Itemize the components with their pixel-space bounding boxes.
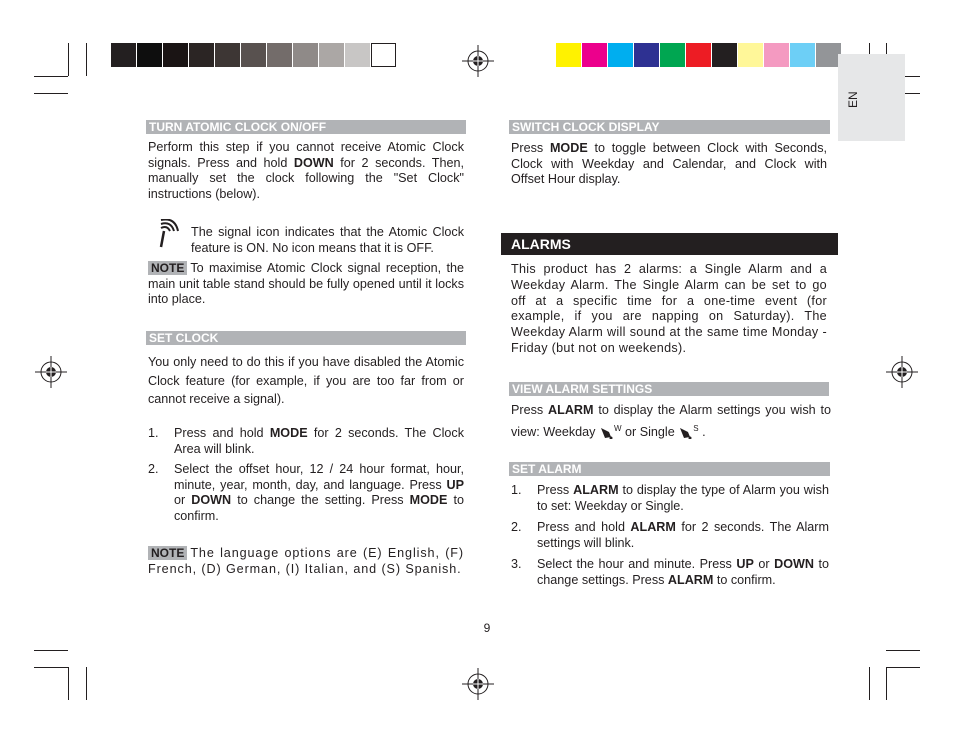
section-title-atomic-clock: TURN ATOMIC CLOCK ON/OFF xyxy=(146,120,466,134)
set-alarm-steps xyxy=(511,483,829,593)
color-swatch xyxy=(189,43,214,67)
list-item: 1. Press and hold MODE for 2 seconds. The Clock Area will blink. xyxy=(148,426,464,456)
color-swatch xyxy=(582,43,607,67)
crop-mark xyxy=(886,667,887,700)
crop-mark xyxy=(34,650,68,651)
switch-clock-paragraph: Press MODE to toggle between Clock with Seconds, Clock with Weekday and Calendar, and Clock with Offset Hour display. xyxy=(511,141,827,186)
color-swatch xyxy=(790,43,815,67)
color-swatch xyxy=(111,43,136,67)
language-side-tab xyxy=(838,54,905,141)
crop-mark xyxy=(86,43,87,76)
section-title-switch-clock-display: SWITCH CLOCK DISPLAY xyxy=(509,120,830,134)
list-item: 3. Select the hour and minute. Press UP or DOWN to change settings. Press ALARM to confirm. xyxy=(511,557,829,587)
color-swatch xyxy=(738,43,763,67)
set-clock-intro: You only need to do this if you have disabled the Atomic Clock feature (for example, if you are too far from or cannot receive a signal). xyxy=(148,355,464,406)
color-swatch xyxy=(241,43,266,67)
color-swatch xyxy=(634,43,659,67)
color-swatch xyxy=(215,43,240,67)
color-swatch xyxy=(686,43,711,67)
note-label: NOTE xyxy=(148,546,187,560)
atomic-clock-paragraph: Perform this step if you cannot receive Atomic Clock signals. Press and hold DOWN for 2 seconds. Then, manually set the clock following the "Set Clock" instructions (below). xyxy=(148,140,464,201)
registration-mark-icon xyxy=(462,45,494,77)
set-clock-steps xyxy=(148,426,464,529)
color-swatch xyxy=(764,43,789,67)
color-swatch xyxy=(660,43,685,67)
view-alarm-paragraph: Press ALARM to display the Alarm settings you wish to view: Weekday $^W$ or Single $^S$ . xyxy=(511,403,831,439)
note-label: NOTE xyxy=(148,261,187,275)
registration-mark-icon xyxy=(35,356,67,388)
crop-mark xyxy=(86,667,87,700)
crop-mark xyxy=(34,667,68,668)
atomic-clock-note: NOTE To maximise Atomic Clock signal reception, the main unit table stand should be fully opened until it locks into place. xyxy=(148,261,464,306)
color-swatch xyxy=(345,43,370,67)
color-swatch xyxy=(137,43,162,67)
signal-icon-description: The signal icon indicates that the Atomic Clock feature is ON. No icon means that it is OFF. xyxy=(191,225,464,255)
crop-mark xyxy=(886,650,920,651)
color-swatch xyxy=(267,43,292,67)
registration-mark-icon xyxy=(886,356,918,388)
alarms-paragraph: This product has 2 alarms: a Single Alarm and a Weekday Alarm. The Single Alarm can be set to go off at a specific time for a one-time event (for example, if you are napping on Saturday). The Weekday Alarm will sound at the same time Monday - Friday (but not on weekends). xyxy=(511,262,827,355)
color-swatch xyxy=(371,43,396,67)
crop-mark xyxy=(68,43,69,76)
color-swatch xyxy=(319,43,344,67)
language-note: NOTE The language options are (E) English, (F) French, (D) German, (I) Italian, and (S) Spanish. xyxy=(148,546,464,576)
signal-icon xyxy=(157,219,183,249)
color-swatch xyxy=(712,43,737,67)
crop-mark xyxy=(34,93,68,94)
color-swatch xyxy=(163,43,188,67)
weekday-alarm-bell-icon xyxy=(599,426,614,439)
color-swatch xyxy=(293,43,318,67)
section-title-set-alarm: SET ALARM xyxy=(509,462,830,476)
crop-mark xyxy=(886,667,920,668)
list-item: 2. Press and hold ALARM for 2 seconds. The Alarm settings will blink. xyxy=(511,520,829,550)
language-tab-label: EN xyxy=(846,91,860,108)
section-title-alarms: ALARMS xyxy=(501,233,838,255)
list-item: 2. Select the offset hour, 12 / 24 hour format, hour, minute, year, month, day, and language. Press UP or DOWN to change the setting. Press MODE to confirm. xyxy=(148,462,464,523)
single-alarm-bell-icon xyxy=(678,426,693,439)
crop-mark xyxy=(869,667,870,700)
section-title-view-alarm-settings: VIEW ALARM SETTINGS xyxy=(509,382,829,396)
color-swatch xyxy=(608,43,633,67)
color-swatch xyxy=(556,43,581,67)
page-number: 9 xyxy=(483,621,491,635)
registration-mark-icon xyxy=(462,668,494,700)
list-item: 1. Press ALARM to display the type of Alarm you wish to set: Weekday or Single. xyxy=(511,483,829,513)
crop-mark xyxy=(34,76,68,77)
section-title-set-clock: SET CLOCK xyxy=(146,331,466,345)
crop-mark xyxy=(68,667,69,700)
